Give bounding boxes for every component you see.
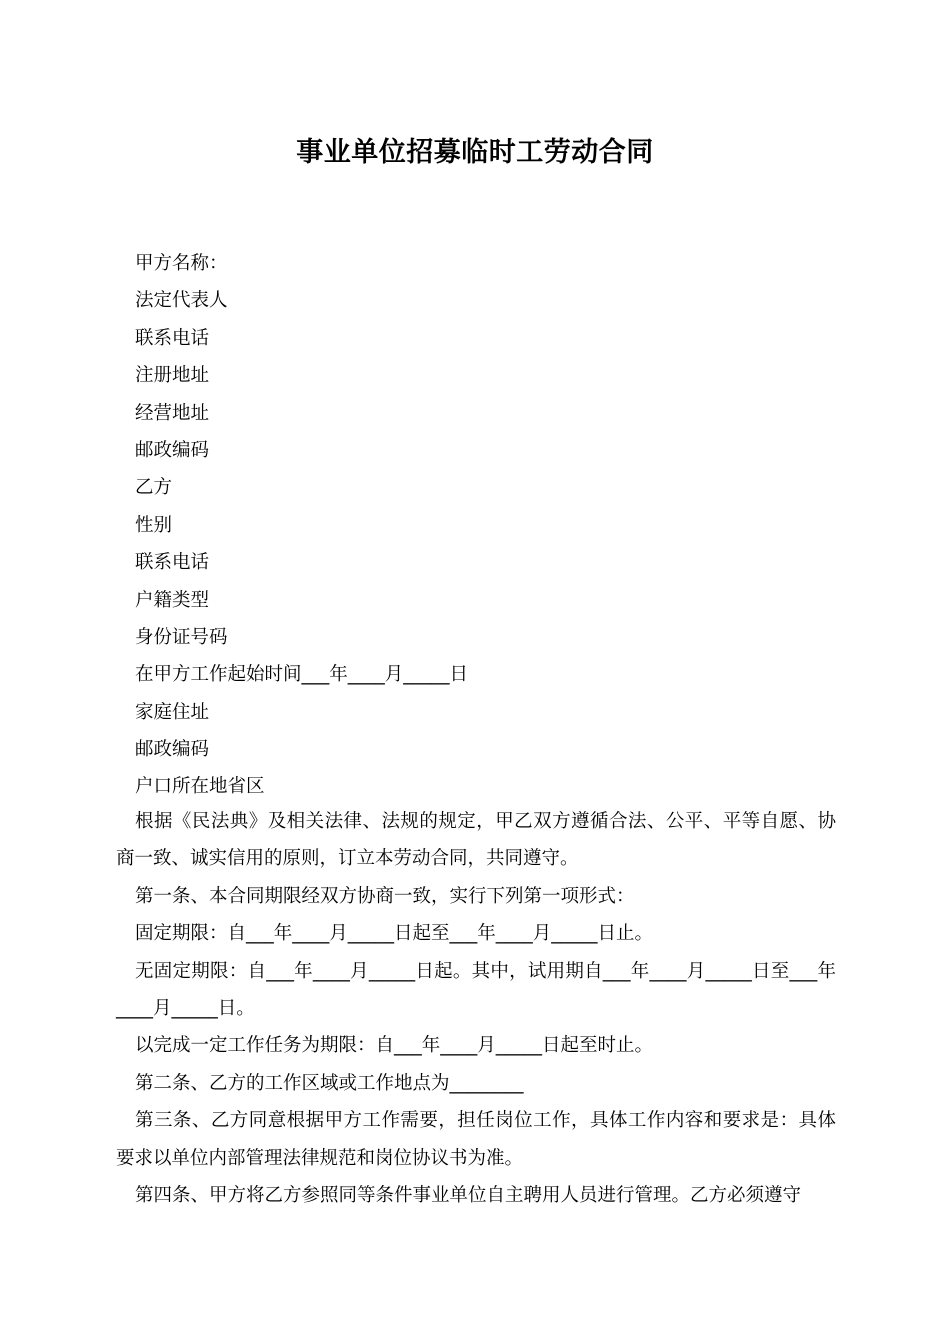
- field-party-b: 乙方: [135, 477, 173, 499]
- contract-body: [116, 803, 836, 1214]
- field-party-a-postcode: 邮政编码: [135, 439, 210, 461]
- field-business-address: 经营地址: [135, 402, 210, 424]
- field-party-a-phone: 联系电话: [135, 327, 210, 349]
- field-id-number: 身份证号码: [135, 626, 228, 648]
- paragraph-task-term: 以完成一定工作任务为期限：自___年____月_____日起至时止。: [135, 1035, 654, 1057]
- paragraph-article-3: 第三条、乙方同意根据甲方工作需要，担任岗位工作，具体工作内容和要求是：具体要求以单位内部管理法律规范和岗位协议书为准。: [116, 1110, 836, 1169]
- paragraph-article-4: 第四条、甲方将乙方参照同等条件事业单位自主聘用人员进行管理。乙方必须遵守: [135, 1185, 802, 1207]
- paragraph-fixed-term: 固定期限：自___年____月_____日起至___年____月_____日止。: [135, 923, 654, 945]
- field-party-b-phone: 联系电话: [135, 552, 210, 574]
- field-legal-representative: 法定代表人: [135, 290, 228, 312]
- field-household-registration: 户口所在地省区: [135, 776, 265, 798]
- paragraph-article-2: 第二条、乙方的工作区域或工作地点为________: [135, 1072, 524, 1094]
- field-work-start-date: 在甲方工作起始时间___年____月_____日: [135, 664, 469, 686]
- paragraph-open-term: 无固定期限：自___年____月_____日起。其中，试用期自___年____月_____日至___年____月_____日。: [116, 960, 836, 1020]
- field-gender: 性别: [135, 514, 173, 536]
- party-info-fields: [135, 245, 855, 806]
- document-title: 事业单位招募临时工劳动合同: [296, 137, 654, 168]
- field-registered-address: 注册地址: [135, 365, 210, 387]
- field-household-type: 户籍类型: [135, 589, 210, 611]
- field-home-address: 家庭住址: [135, 701, 210, 723]
- paragraph-article-1: 第一条、本合同期限经双方协商一致，实行下列第一项形式：: [135, 885, 635, 907]
- paragraph-preamble: 根据《民法典》及相关法律、法规的规定，甲乙双方遵循合法、公平、平等自愿、协商一致、诚实信用的原则，订立本劳动合同，共同遵守。: [116, 811, 836, 870]
- field-party-b-postcode: 邮政编码: [135, 739, 210, 761]
- field-party-a-name: 甲方名称：: [135, 253, 228, 274]
